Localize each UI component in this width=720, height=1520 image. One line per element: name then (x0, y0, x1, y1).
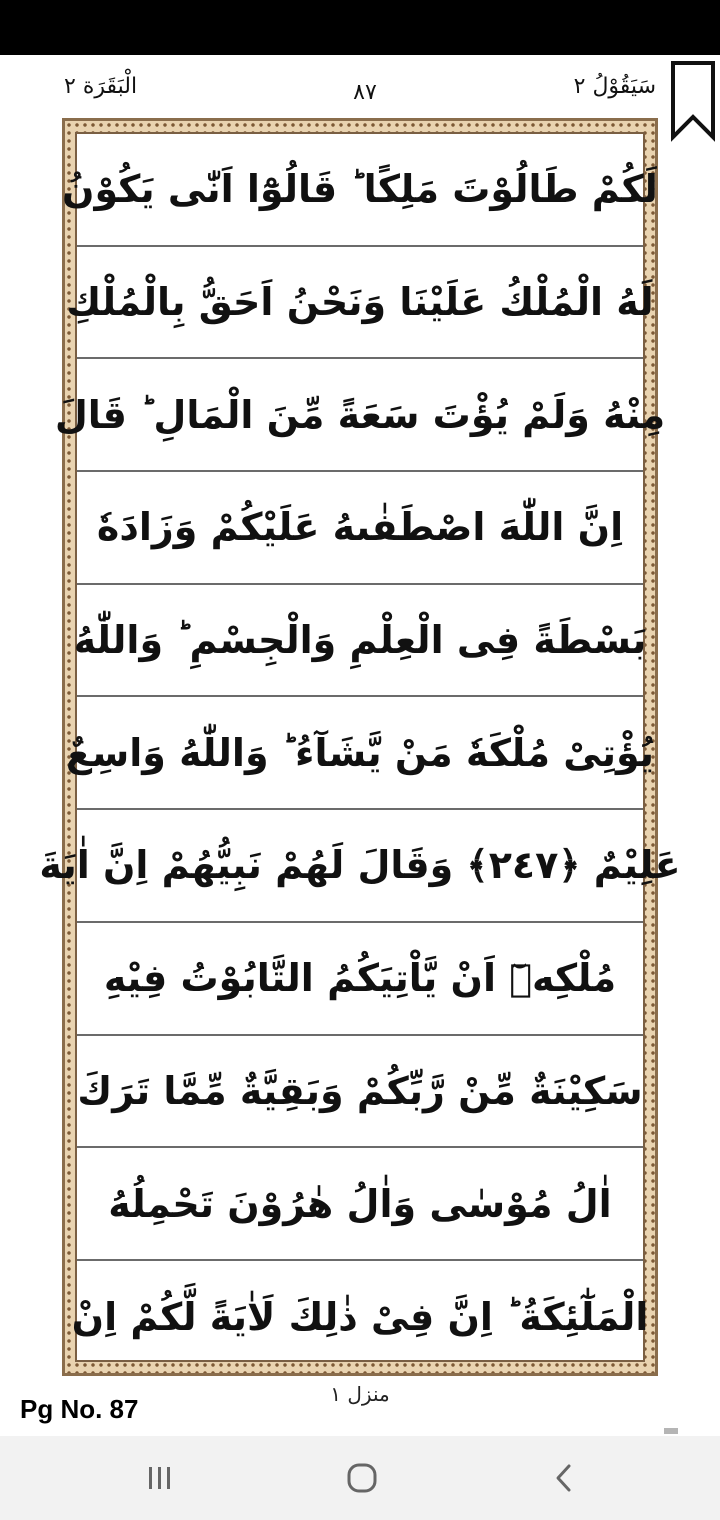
home-icon (346, 1462, 378, 1494)
quran-line: مِنْهُ وَلَمْ يُؤْتَ سَعَةً مِّنَ الْمَالِ ؕ قَالَ (77, 359, 643, 472)
recents-icon (145, 1464, 175, 1492)
status-bar (0, 0, 720, 55)
bookmark-icon (670, 60, 716, 140)
quran-line: مُلْكِهٖٓ اَنْ يَّاْتِيَكُمُ التَّابُوْتُ فِيْهِ (77, 923, 643, 1036)
quran-line: سَكِيْنَةٌ مِّنْ رَّبِّكُمْ وَبَقِيَّةٌ مِّمَّا تَرَكَ (77, 1036, 643, 1149)
quran-line: اِنَّ اللّٰهَ اصْطَفٰىهُ عَلَيْكُمْ وَزَادَهٗ (77, 472, 643, 585)
quran-text-area (39, 132, 681, 1362)
surah-name: الْبَقَرَة ٢ (64, 74, 138, 99)
quran-line: عَلِيْمٌ ﴿٢٤٧﴾ وَقَالَ لَهُمْ نَبِيُّهُمْ اِنَّ اٰيَةَ (77, 810, 643, 923)
quran-line: بَسْطَةً فِى الْعِلْمِ وَالْجِسْمِ ؕ وَاللّٰهُ (77, 585, 643, 698)
scroll-indicator[interactable] (664, 1428, 678, 1434)
quran-line: لَهُ الْمُلْكُ عَلَيْنَا وَنَحْنُ اَحَقُّ بِالْمُلْكِ (77, 247, 643, 360)
quran-page-frame (39, 118, 681, 1376)
back-icon (552, 1462, 576, 1494)
quran-line: يُؤْتِىْ مُلْكَهٗ مَنْ يَّشَآءُ ؕ وَاللّٰهُ وَاسِعٌ (77, 697, 643, 810)
home-button[interactable] (332, 1456, 392, 1500)
page-number-label: Pg No. 87 (20, 1394, 139, 1424)
para-name: سَيَقُوْلُ ٢ (573, 74, 656, 99)
quran-line: لَكُمْ طَالُوْتَ مَلِكًا ؕ قَالُوْٓا اَنّٰى يَكُوْنُ (77, 134, 643, 247)
page-number-urdu: ٨٧ (353, 80, 377, 105)
manzil-label: منزل ١ (330, 1382, 390, 1406)
navigation-bar (0, 1436, 720, 1520)
quran-line: اٰلُ مُوْسٰى وَاٰلُ هٰرُوْنَ تَحْمِلُهُ (77, 1148, 643, 1261)
quran-line: الْمَلٰٓئِكَةُ ؕ اِنَّ فِىْ ذٰلِكَ لَاٰيَةً لَّكُمْ اِنْ (71, 1295, 649, 1340)
back-button[interactable] (534, 1456, 594, 1500)
bookmark-button[interactable] (670, 60, 716, 140)
recents-button[interactable] (130, 1456, 190, 1500)
